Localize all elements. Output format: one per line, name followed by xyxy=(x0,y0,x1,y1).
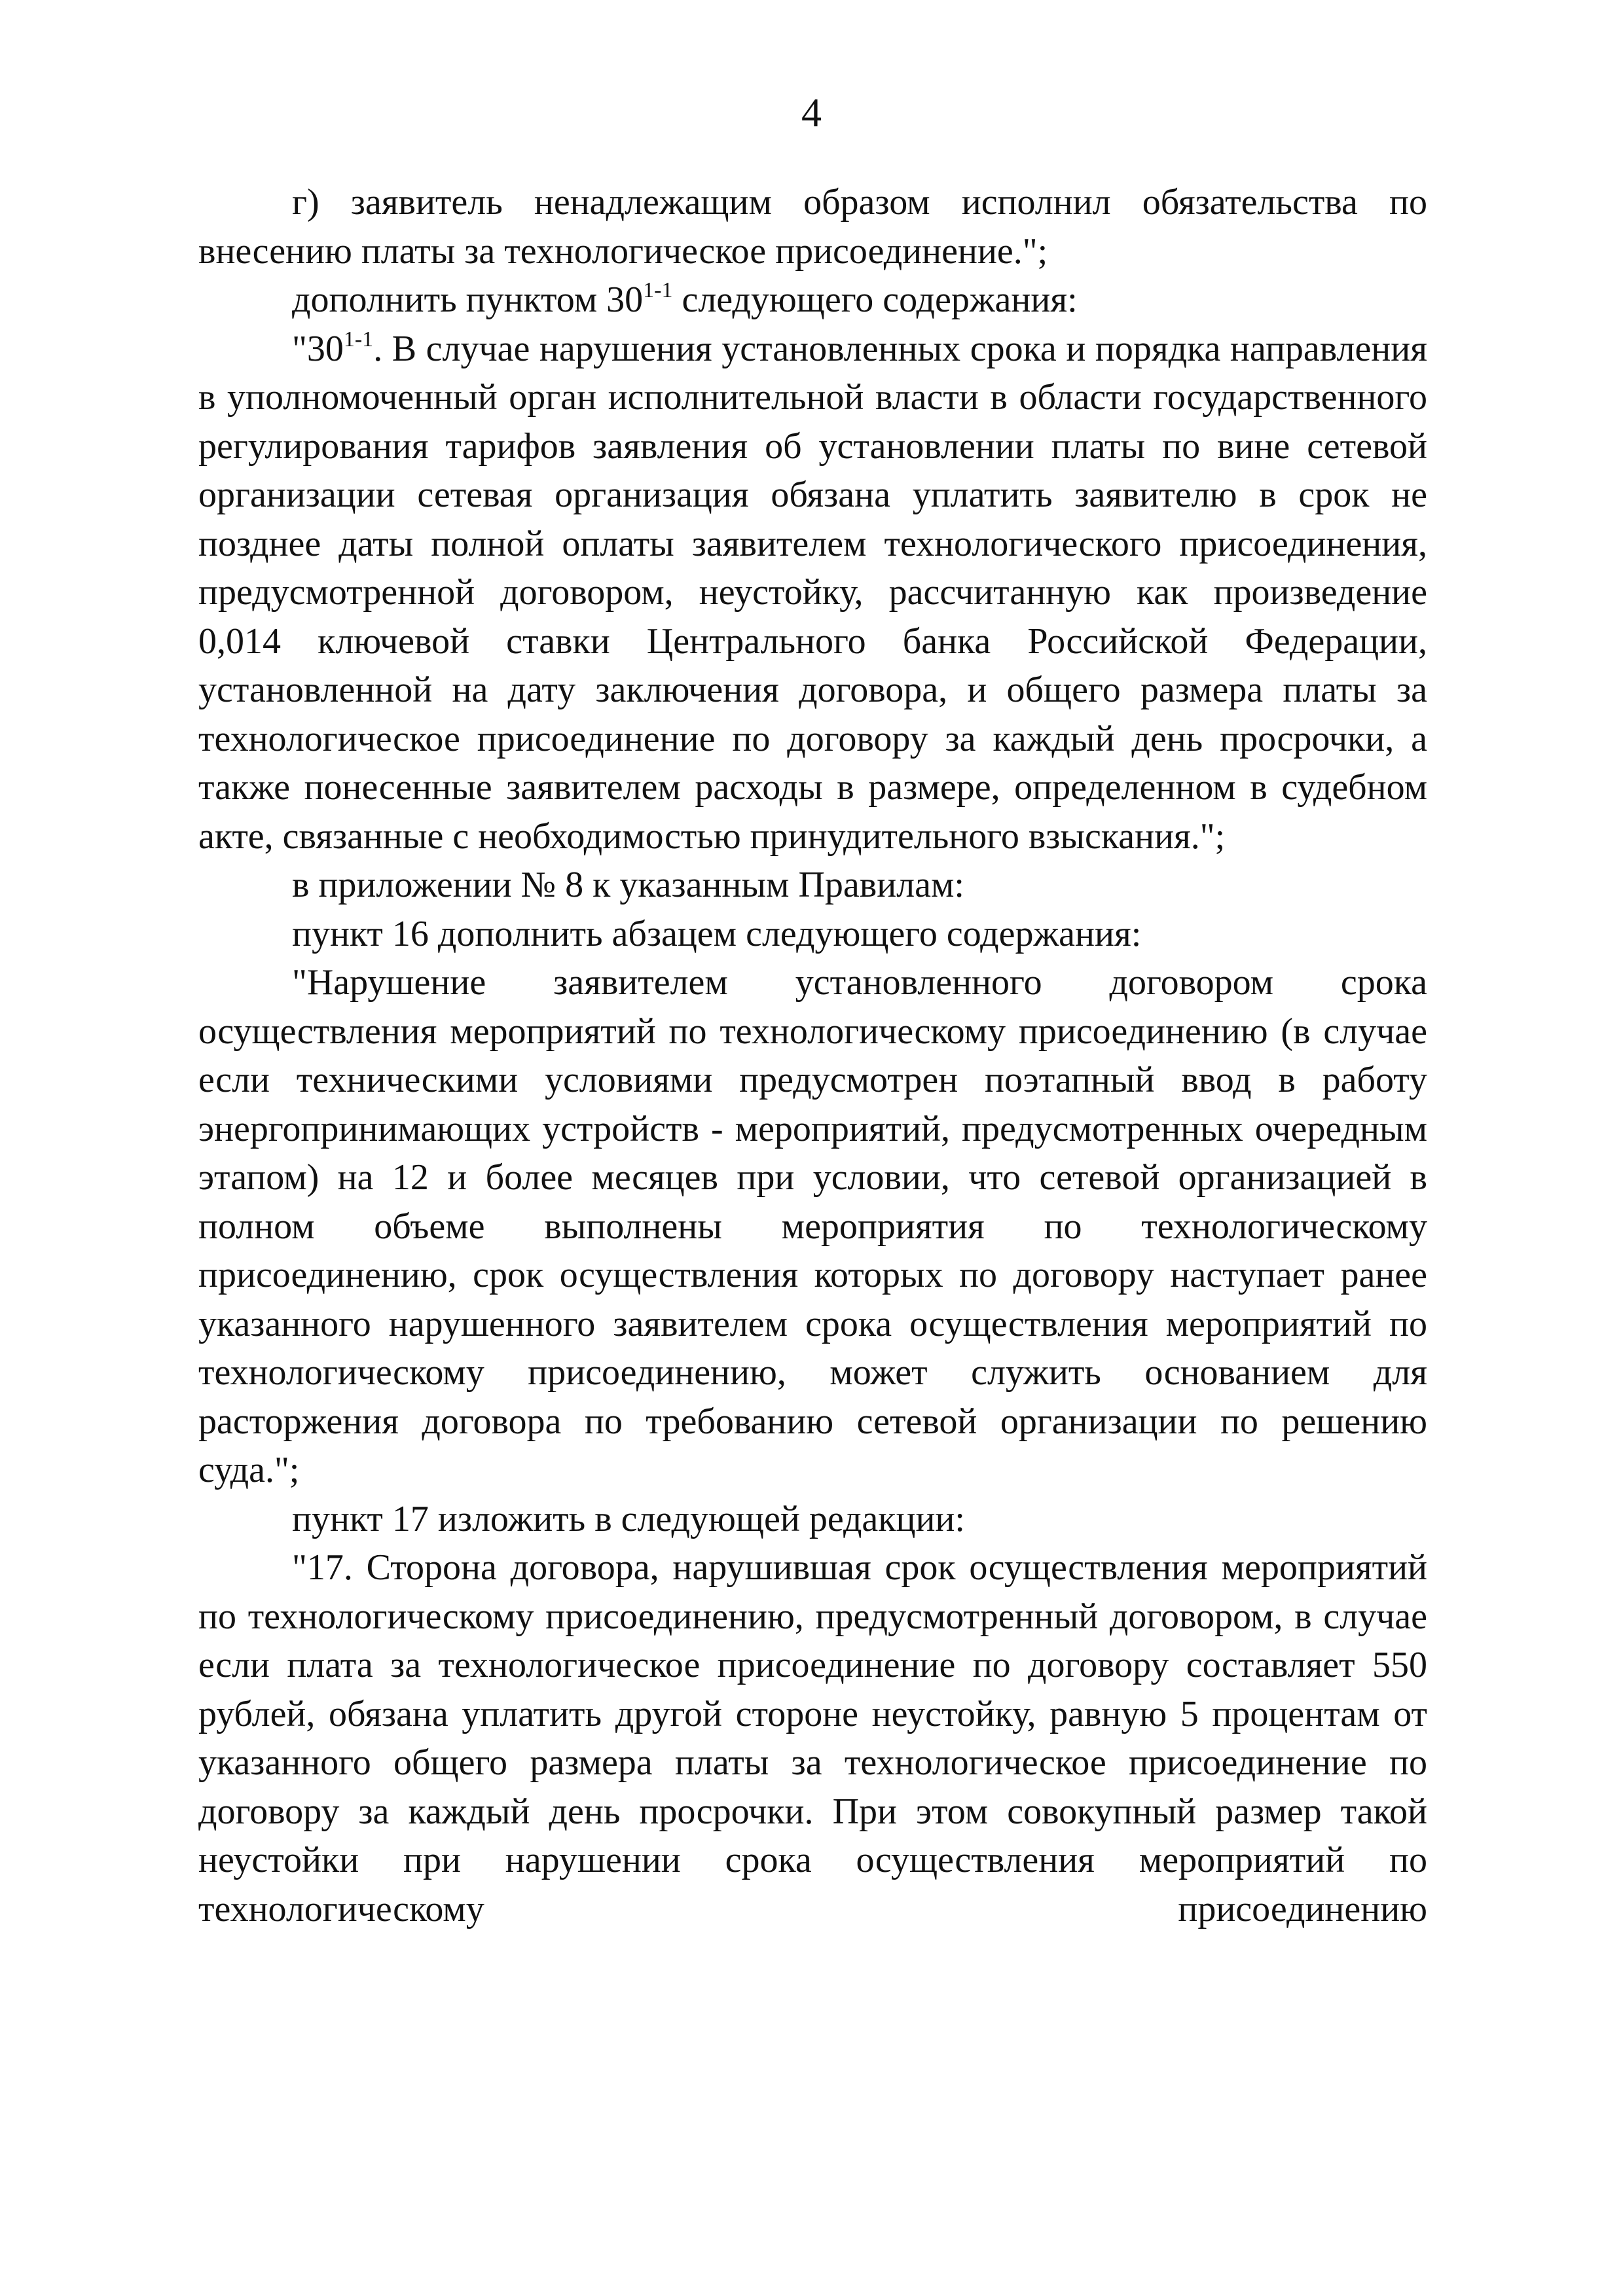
paragraph-point-30-1-1 xyxy=(198,325,1427,861)
paragraph-text: "30 xyxy=(292,328,344,369)
paragraph-point-16-intro: пункт 16 дополнить абзацем следующего содержания: xyxy=(292,913,1142,954)
document-body xyxy=(198,178,1427,1933)
paragraph-text: . В случае нарушения установленных срока и порядка направления в уполномоченный орган исполнительной власти в области государственного регулирования тарифов заявления об установлении платы по вине сетевой организации сетевая организация обязана уплатить заявителю в срок не позднее даты полной оплаты заявителем технологического присоединения, предусмотренной договором, неустойку, рассчитанную как произведение 0,014 ключевой ставки Центрального банка Российской Федерации, установленной на дату заключения договора, и общего размера платы за технологическое присоединение по договору за каждый день просрочки, а также понесенные заявителем расходы в размере, определенном в судебном акте, связанные с необходимостью принудительного взыскания."; xyxy=(198,328,1427,857)
paragraph-appendix-8: в приложении № 8 к указанным Правилам: xyxy=(292,865,964,905)
paragraph-violation-quote: "Нарушение заявителем установленного договором срока осуществления мероприятий по технологическому присоединению (в случае если техническими условиями предусмотрен поэтапный ввод в работу энергопринимающих устройств - мероприятий, предусмотренных очередным этапом) на 12 и более месяцев при условии, что сетевой организацией в полном объеме выполнены мероприятия по технологическому присоединению, срок осуществления которых по договору наступает ранее указанного нарушенного заявителем срока осуществления мероприятий по технологическому присоединению, может служить основанием для расторжения договора по требованию сетевой организации по решению суда."; xyxy=(198,962,1427,1490)
paragraph-point-17: "17. Сторона договора, нарушившая срок осуществления мероприятий по технологическому присоединению, предусмотренный договором, в случае если плата за технологическое присоединение по договору составляет 550 рублей, обязана уплатить другой стороне неустойку, равную 5 процентам от указанного общего размера платы за технологическое присоединение по договору за каждый день просрочки. При этом совокупный размер такой неустойки при нарушении срока осуществления мероприятий по технологическому присоединению xyxy=(198,1547,1427,1929)
paragraph-text: следующего содержания: xyxy=(672,279,1078,320)
paragraph-text: дополнить пунктом 30 xyxy=(292,279,644,320)
superscript: 1-1 xyxy=(643,278,673,302)
superscript: 1-1 xyxy=(343,327,374,351)
page-number: 4 xyxy=(801,91,822,135)
paragraph-point-17-intro: пункт 17 изложить в следующей редакции: xyxy=(292,1498,965,1539)
paragraph-item-g: г) заявитель ненадлежащим образом исполнил обязательства по внесению платы за технологическое присоединение."; xyxy=(198,182,1427,272)
paragraph-add-point-intro xyxy=(198,276,1427,325)
